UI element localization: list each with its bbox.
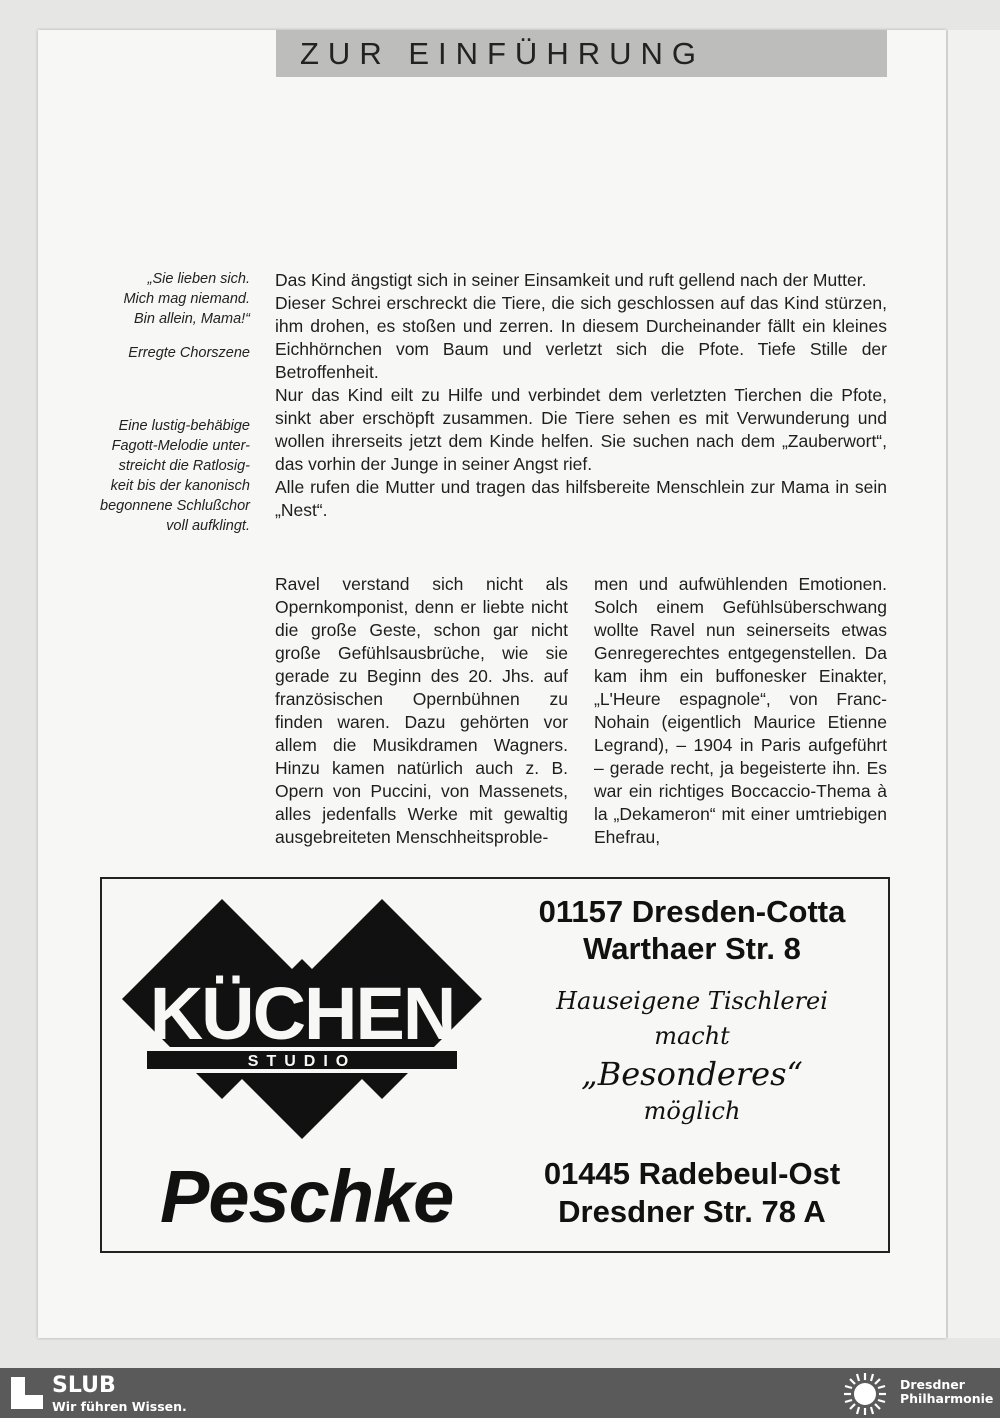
slogan-line4: möglich: [643, 1097, 741, 1125]
sidenote-fagott: Eine lustig-behäbige Fagott-Melodie unter- streicht die Ratlosig- keit bis der kanonisch begonnene Schlußchor voll aufklingt.: [100, 418, 250, 534]
text-column-right: [594, 573, 887, 849]
slogan-line3: „Besonderes“: [581, 1055, 803, 1093]
page-title: ZUR EINFÜHRUNG: [300, 36, 705, 71]
intro-paragraph: Alle rufen die Mutter und tragen das hilfsbereite Menschlein zur Mama in sein „Nest“.: [275, 477, 887, 520]
library-tagline: Wir führen Wissen.: [52, 1399, 187, 1414]
text-column-left: [275, 573, 568, 849]
intro-paragraph: Das Kind ängstigt sich in seiner Einsamkeit und ruft gellend nach der Mutter.: [275, 270, 867, 290]
slub-logo-icon: [10, 1376, 44, 1410]
sidenote-quote: „Sie lieben sich. Mich mag niemand. Bin allein, Mama!“: [123, 271, 250, 327]
partner-name: Dresdner Philharmonie: [900, 1377, 994, 1406]
address-radebeul-line1: 01445 Radebeul-Ost: [543, 1156, 841, 1191]
slogan-line2: macht: [654, 1022, 730, 1050]
address-radebeul-line2: Dresdner Str. 78 A: [558, 1194, 826, 1229]
sidenote-chorus: Erregte Chorszene: [128, 345, 250, 361]
logo-word: KÜCHEN: [149, 972, 455, 1055]
philharmonie-sun-icon: [842, 1371, 888, 1417]
intro-text: [275, 269, 887, 522]
logo-sub: STUDIO: [247, 1053, 357, 1070]
slogan-line1: Hauseigene Tischlerei: [556, 987, 828, 1015]
next-page-edge: [947, 30, 1000, 1338]
intro-paragraph: Dieser Schrei erschreckt die Tiere, die sich geschlossen auf das Kind stürzen, ihm drohen, es stoßen und zerren. In diesem Durcheinander fällt ein kleines Eichhörnchen vom Baum und verletzt sich die Pfote. Tiefe Stille der Betroffenheit.: [275, 293, 887, 382]
footer-bar: [0, 1368, 1000, 1418]
library-name: SLUB: [52, 1373, 116, 1398]
kuechen-studio-logo: [122, 899, 482, 1159]
advertisement: [100, 877, 890, 1253]
intro-paragraph: Nur das Kind eilt zu Hilfe und verbindet dem verletzten Tierchen die Pfote, sinkt aber erschöpft zusammen. Die Tiere sehen es mit Verwunderung und wollen ihrerseits jetzt dem Kinde helfen. Sie suchen nach dem „Zauberwort“, das vorhin der Junge in seiner Angst rief.: [275, 385, 887, 474]
column-left-paragraph: Ravel verstand sich nicht als Opernkomponist, denn er liebte nicht die große Geste, schon gar nicht große Gefühlsausbrüche, wie sie gerade zu Beginn des 20. Jhs. auf französischen Opernbühnen zu finden waren. Dazu gehörten vor allem die Musikdramen Wagners. Hinzu kamen natürlich auch z. B. Opern von Puccini, von Massenets, alles jedenfalls Werke mit gewaltig ausgebreiteten Menschheitsproble-: [275, 574, 568, 847]
column-right-paragraph: men und aufwühlenden Emotionen. Solch einem Gefühlsüberschwang wollte Ravel nun seinerseits etwas Genregerechtes entgegenstellen. Da kam ihm ein buffonesker Einakter, „L'Heure espagnole“, von Franc-Nohain (eigentlich Maurice Etienne Legrand), – 1904 in Paris aufgeführt – gerade recht, ja begeisterte ihn. Es war ein richtiges Boccaccio-Thema à la „Dekameron“ mit einer umtriebigen Ehefrau,: [594, 574, 887, 847]
company-name: Peschke: [160, 1155, 454, 1238]
address-cotta-line2: Warthaer Str. 8: [583, 931, 801, 966]
address-cotta-line1: 01157 Dresden-Cotta: [538, 894, 846, 929]
